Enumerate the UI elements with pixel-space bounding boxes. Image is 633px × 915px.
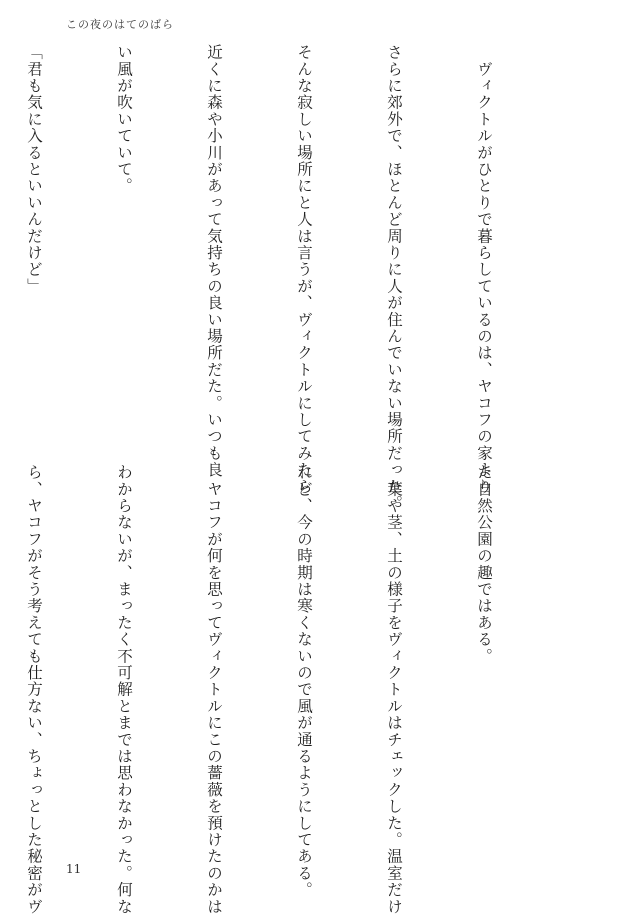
text-line: れど、今の時期は寒くないので風が通るようにしてある。	[295, 464, 313, 899]
text-line: ヴィクトルがひとりで暮らしているのは、ヤコフの家より	[475, 44, 493, 495]
text-line: さらに郊外で、ほとんど周りに人が住んでいない場所だった。	[385, 44, 403, 512]
text-line: ヤコフが何を思ってヴィクトルにこの薔薇を預けたのかは	[205, 464, 223, 915]
text-line: 「君も気に入るといいんだけど」	[25, 44, 43, 295]
text-line: た自然公園の趣ではある。	[475, 464, 493, 665]
text-line: い風が吹いていて。	[115, 44, 133, 195]
text-line: そんな寂しい場所にと人は言うが、ヴィクトルにしてみたら	[295, 44, 313, 495]
upper-text-block	[0, 44, 559, 512]
text-line: 葉や茎、土の様子をヴィクトルはチェックした。温室だけ	[385, 464, 403, 915]
running-head: この夜のはてのばら	[66, 18, 174, 31]
text-line: わからないが、まったく不可解とまでは思わなかった。何な	[115, 464, 133, 915]
lower-text-block	[0, 464, 559, 915]
text-line: ら、ヤコフがそう考えても仕方ない、ちょっとした秘密がヴ	[25, 464, 43, 915]
page-number: 11	[66, 862, 82, 876]
text-line: 近くに森や小川があって気持ちの良い場所だた。いつも良	[205, 44, 223, 479]
